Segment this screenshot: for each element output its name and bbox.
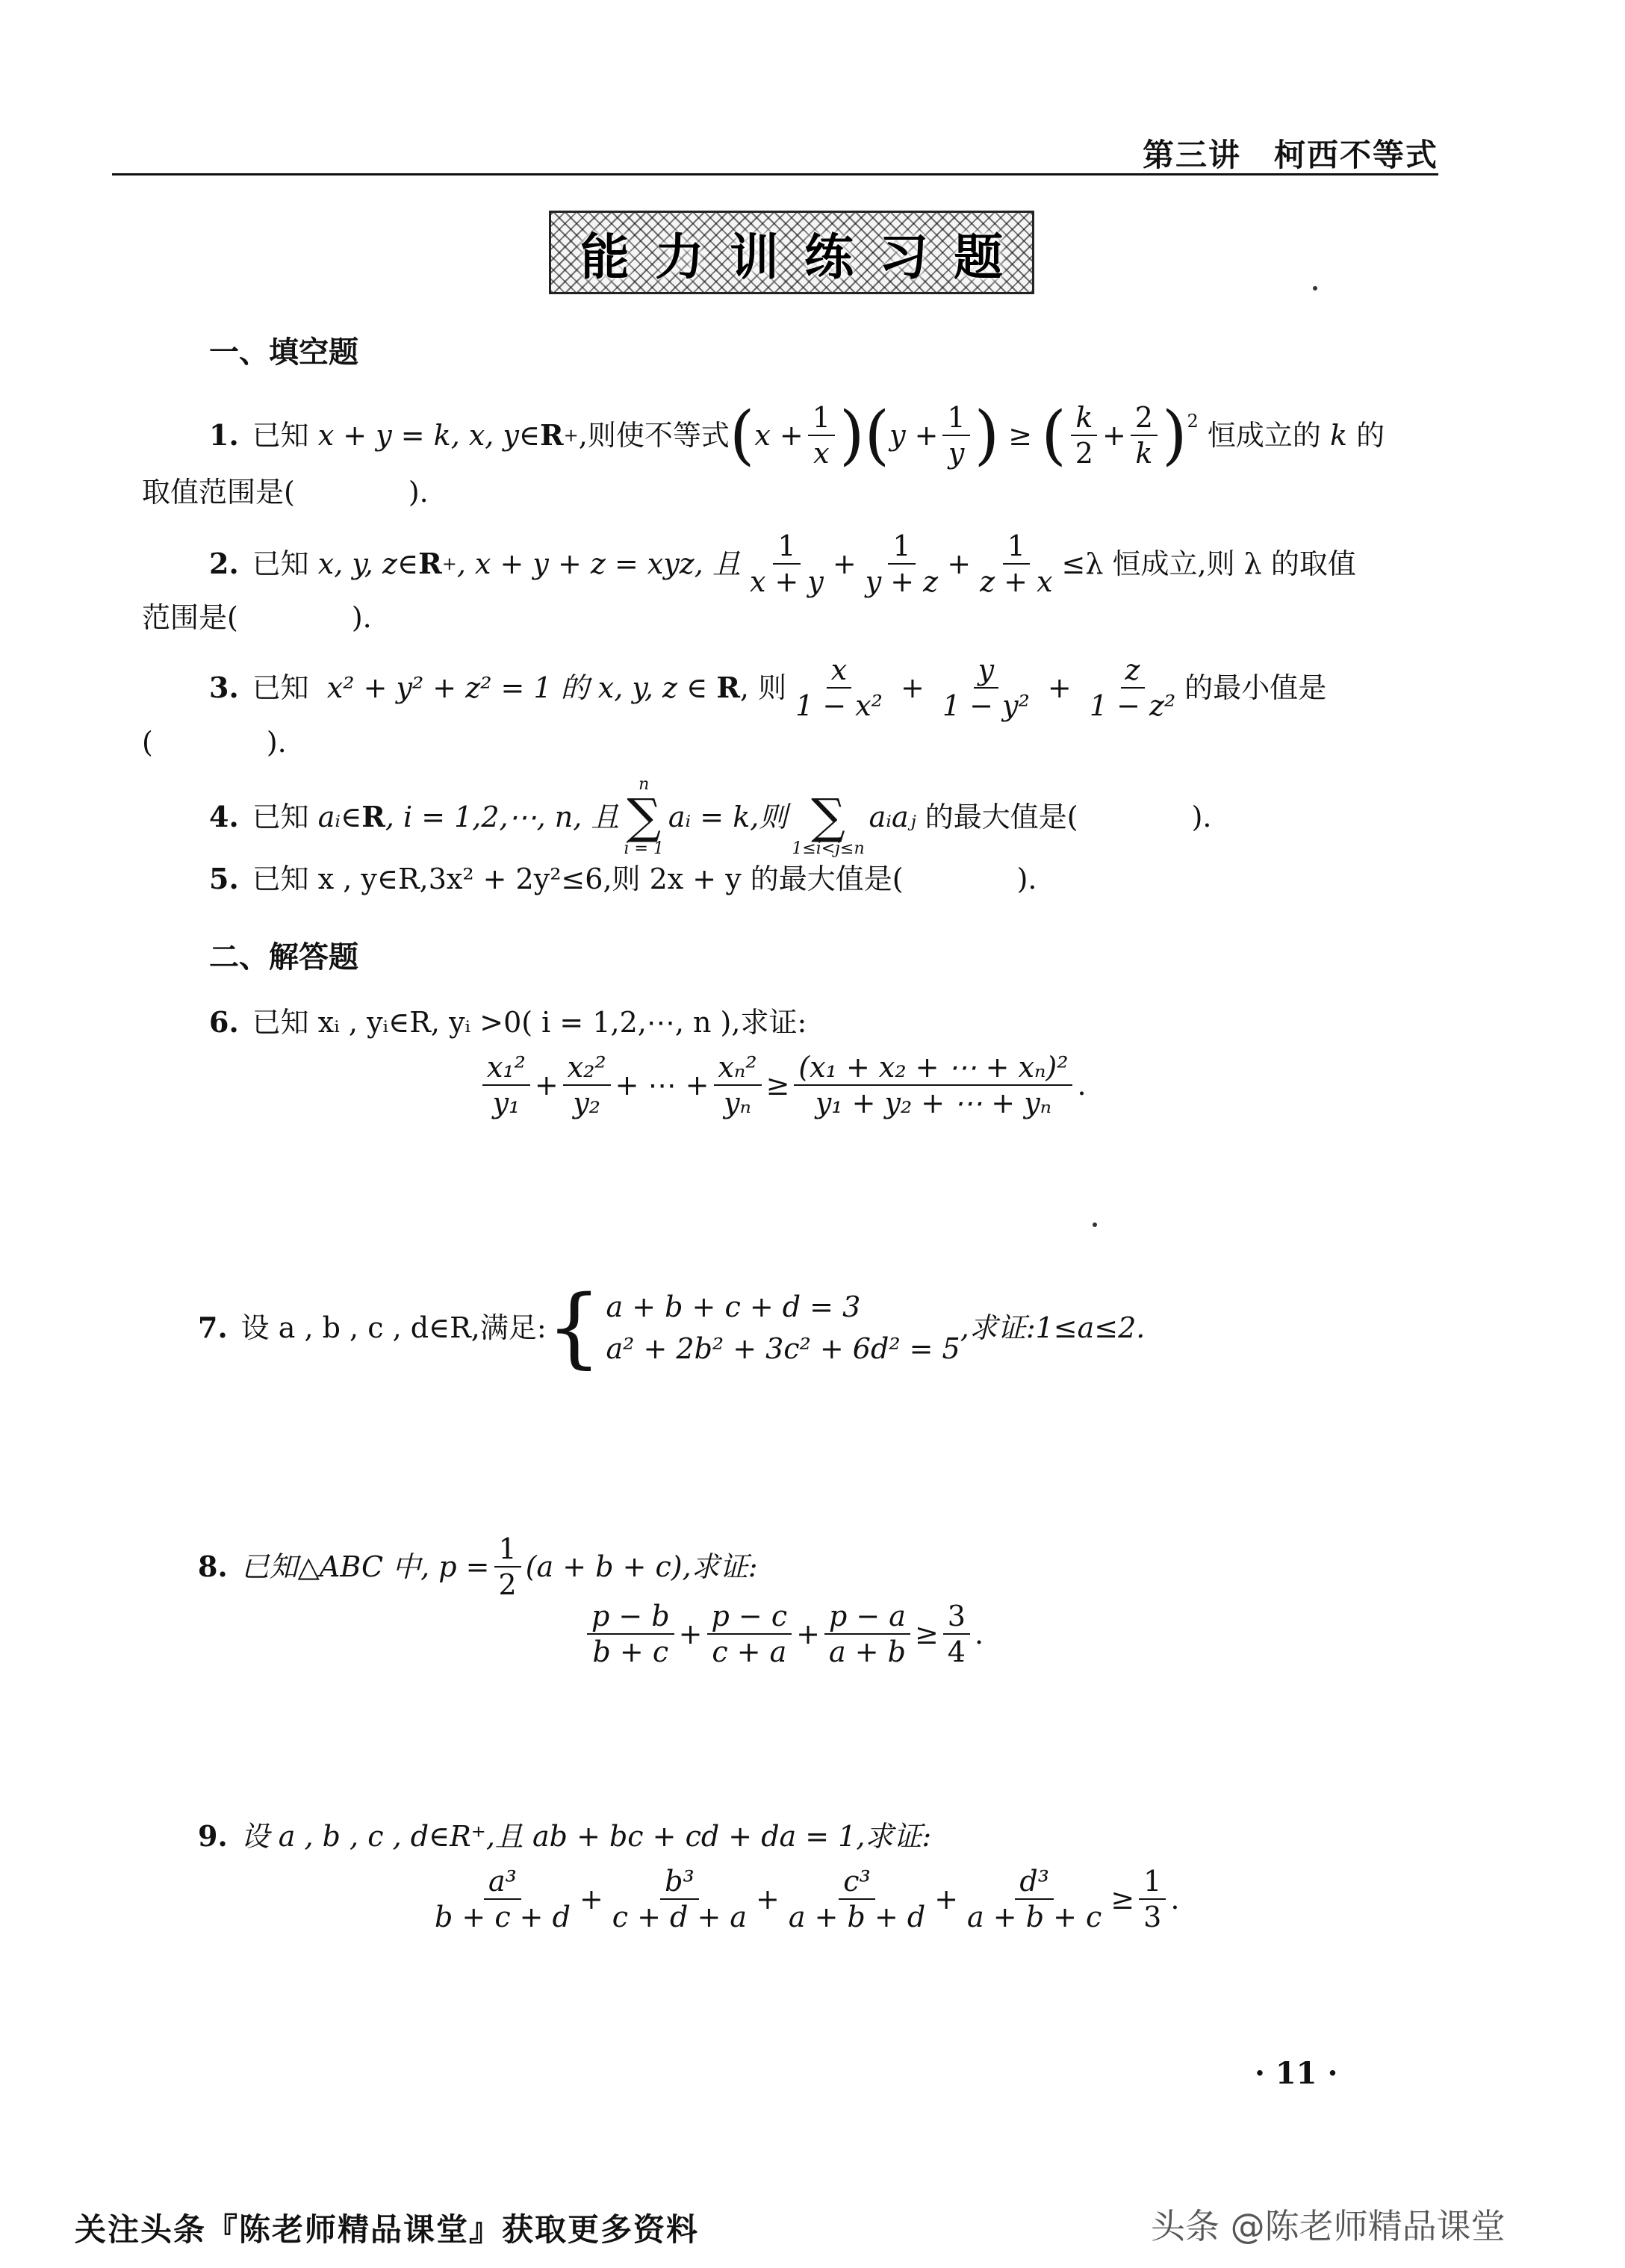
fraction: $\frac{\text{xₙ²}}{\text{yₙ}}$ xyxy=(714,1053,762,1117)
equation-2: a² + 2b² + 3c² + 6d² = 5 xyxy=(606,1332,960,1365)
math-expression: x + xyxy=(754,419,804,452)
problem-tail: ≤λ 恒成立,则 λ 的取值 xyxy=(1061,547,1356,580)
problem-9 xyxy=(198,1819,932,1853)
math-expression: + xyxy=(934,1883,959,1916)
problem-3-line2: ( ). xyxy=(142,726,287,759)
problem-2-line2: 范围是( ). xyxy=(142,601,372,634)
reals-symbol: R xyxy=(716,671,740,704)
math-expression: )( xyxy=(839,398,890,473)
problem-lead: 已知 xyxy=(252,671,309,704)
problem-number: 4. xyxy=(209,800,239,833)
problem-number: 8. xyxy=(198,1550,228,1583)
math-expression: aᵢ xyxy=(668,801,692,833)
math-expression: 2 xyxy=(1187,411,1199,432)
reals-symbol: R xyxy=(418,547,442,580)
math-expression: ≥ xyxy=(914,1618,939,1650)
fraction: $\frac{1}{y + z}$ xyxy=(865,529,939,598)
math-expression: + xyxy=(1102,419,1126,452)
problem-tail: 的最小值是 xyxy=(1184,671,1327,704)
title-banner xyxy=(549,211,1034,294)
problem-tail: 的最大值是( ). xyxy=(925,801,1212,833)
equation-system: { a + b + c + d = 3 a² + 2b² + 3c² + 6d² = 5 xyxy=(546,1277,960,1378)
problem-number: 6. xyxy=(209,1005,239,1039)
math-expression: + xyxy=(678,1618,703,1650)
problem-1 xyxy=(209,398,1385,473)
plus-superscript: + xyxy=(563,425,579,446)
fraction: $\frac{p - a}{a + b}$ xyxy=(824,1602,910,1666)
fraction: $\frac{z}{\text{1 − z²}}$ xyxy=(1089,653,1176,722)
page-title: 能力训练习题 xyxy=(580,228,1028,286)
fraction: $\frac{\text{x₁²}}{\text{y₁}}$ xyxy=(482,1053,530,1117)
problem-lead: 已知 xyxy=(252,801,309,833)
math-expression: + xyxy=(796,1618,820,1650)
problem-comma: , 则 xyxy=(739,671,787,704)
fraction: $\frac{2}{k}$ xyxy=(1131,403,1158,467)
problem-9-formula xyxy=(426,1867,1179,1931)
math-expression: + xyxy=(441,553,457,574)
problem-text: 已知△ABC 中, p = xyxy=(240,1550,490,1583)
problem-tail: 恒成立的 xyxy=(1207,419,1321,452)
problem-4 xyxy=(209,777,1211,857)
math-expression: + xyxy=(1038,671,1081,704)
variable-k: k xyxy=(1330,419,1348,452)
fraction: $\frac{\text{x₂²}}{\text{y₂}}$ xyxy=(563,1053,611,1117)
fraction: $\frac{1}{z + x}$ xyxy=(980,529,1053,598)
problem-text: 设 a , b , c , d∈R,满足: xyxy=(240,1311,547,1344)
summation: ∑ 1≤i<j≤n xyxy=(792,789,865,858)
math-expression: ) xyxy=(1161,398,1187,473)
problem-condition: aᵢ∈ xyxy=(317,801,362,833)
page-number: · 11 · xyxy=(1255,2056,1338,2091)
math-expression: + xyxy=(891,671,933,704)
print-speck xyxy=(1313,286,1317,291)
problem-2 xyxy=(209,529,1356,598)
problem-number: 7. xyxy=(198,1311,228,1344)
problem-6-formula xyxy=(478,1053,1087,1117)
fraction: $\frac{\text{c³}}{a + b + d}$ xyxy=(788,1865,926,1933)
problem-8 xyxy=(198,1532,758,1601)
problem-number: 9. xyxy=(198,1819,228,1853)
math-expression: ) xyxy=(974,398,1000,473)
fraction: $\frac{1}{x}$ xyxy=(808,403,835,467)
chapter-header: 第三讲 柯西不等式 xyxy=(1142,137,1438,173)
math-expression: + xyxy=(832,547,857,580)
fraction: $\frac{3}{4}$ xyxy=(943,1602,970,1666)
math-expression: ( xyxy=(729,398,755,473)
math-expression: ≥ xyxy=(999,419,1042,452)
fraction: $\frac{\text{b³}}{c + d + a}$ xyxy=(612,1865,748,1933)
math-expression: + xyxy=(534,1069,559,1102)
problem-number: 2. xyxy=(209,547,239,580)
section-solve: 二、解答题 xyxy=(209,940,358,975)
math-expression: ≥ xyxy=(765,1069,790,1102)
footer-promo: 关注头条『陈老师精品课堂』获取更多资料 xyxy=(75,2211,700,2248)
problem-tail: (a + b + c),求证: xyxy=(525,1550,758,1583)
problem-5 xyxy=(209,862,1037,895)
problem-text: 已知 x , y∈R,3x² + 2y²≤6,则 2x + y 的最大值是( ). xyxy=(252,863,1037,895)
math-expression: ( xyxy=(1041,398,1066,473)
problem-7 xyxy=(198,1277,1146,1378)
fraction: $\frac{1}{3}$ xyxy=(1139,1867,1166,1931)
watermark: 头条 @陈老师精品课堂 xyxy=(1151,2206,1506,2246)
fraction: $\frac{1}{x + y}$ xyxy=(749,529,824,598)
header-rule xyxy=(112,173,1438,175)
reals-symbol: R xyxy=(361,800,385,833)
math-expression: y + xyxy=(889,419,939,452)
problem-6 xyxy=(209,1005,807,1039)
problem-condition: x + y = k, x, y∈ xyxy=(317,419,541,452)
fraction: $\frac{y}{\text{1 − y²}}$ xyxy=(942,653,1030,722)
problem-tail: 的 xyxy=(1356,419,1385,452)
problem-condition: x, y, z∈ xyxy=(317,547,419,580)
problem-number: 5. xyxy=(209,862,239,895)
math-expression: . xyxy=(974,1618,984,1650)
math-expression: aᵢaⱼ xyxy=(869,801,916,833)
equation-1: a + b + c + d = 3 xyxy=(606,1290,861,1323)
fraction: $\frac{x}{\text{1 − x²}}$ xyxy=(795,653,883,722)
math-expression: + xyxy=(947,547,972,580)
reals-symbol: R xyxy=(540,418,564,452)
section-fill-blank: 一、填空题 xyxy=(209,335,358,370)
math-expression: ≥ xyxy=(1110,1883,1135,1916)
math-expression: . xyxy=(1170,1883,1180,1916)
problem-mid-text: ,则使不等式 xyxy=(578,419,730,452)
problem-number: 1. xyxy=(209,418,239,452)
problem-equation: = k,则 xyxy=(700,801,788,833)
problem-number: 3. xyxy=(209,671,239,704)
problem-lead: 已知 xyxy=(252,419,309,452)
math-expression: + xyxy=(579,1883,603,1916)
problem-condition: x² + y² + z² = 1 的 x, y, z ∈ xyxy=(326,671,708,704)
fraction: $\frac{p - b}{b + c}$ xyxy=(587,1602,674,1666)
fraction: $\frac{\text{a³}}{b + c + d}$ xyxy=(435,1865,571,1933)
fraction: $\frac{1}{y}$ xyxy=(942,403,969,467)
problem-3 xyxy=(209,653,1327,722)
problem-8-formula xyxy=(582,1602,984,1666)
fraction: $\frac{k}{2}$ xyxy=(1071,403,1098,467)
problem-condition: , x + y + z = xyz, 且 xyxy=(456,547,741,580)
fraction: $\frac{\text{(x₁ + x₂ + ⋯ + xₙ)²}}{\text{y₁ + y₂ + ⋯ + yₙ}}$ xyxy=(794,1053,1072,1117)
math-expression: + xyxy=(756,1883,780,1916)
problem-tail: ,求证:1≤a≤2. xyxy=(960,1311,1146,1344)
summation: n ∑ i = 1 xyxy=(624,775,664,858)
problem-condition: , i = 1,2,⋯, n, 且 xyxy=(385,801,620,833)
print-speck xyxy=(1093,1222,1097,1227)
math-expression: . xyxy=(1077,1069,1087,1102)
problem-lead: 已知 xyxy=(252,547,309,580)
problem-text: 已知 xᵢ , yᵢ∈R, yᵢ >0( i = 1,2,⋯, n ),求证: xyxy=(252,1006,807,1039)
problem-1-line2: 取值范围是( ). xyxy=(142,476,429,509)
fraction: $\frac{\text{d³}}{a + b + c}$ xyxy=(967,1865,1102,1933)
problem-text: 设 a , b , c , d∈R⁺,且 ab + bc + cd + da = 1,求证: xyxy=(240,1820,932,1853)
math-expression: + ⋯ + xyxy=(615,1069,709,1102)
fraction: $\frac{p - c}{c + a}$ xyxy=(707,1602,792,1666)
fraction: $\frac{1}{2}$ xyxy=(494,1535,521,1599)
